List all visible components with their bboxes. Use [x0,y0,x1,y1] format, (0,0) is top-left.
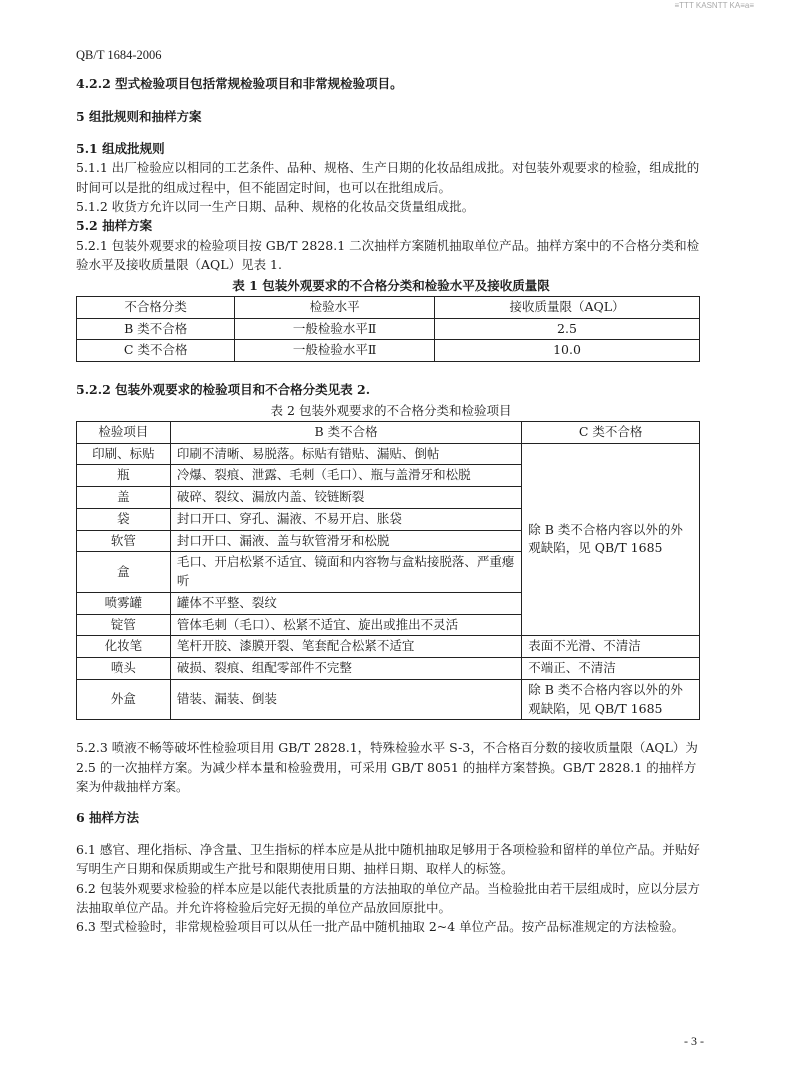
clause-5-2-2: 5.2.2 包装外观要求的检验项目和不合格分类见表 2. [76,382,371,397]
table-cell: 一般检验水平Ⅱ [235,318,435,340]
table-header-cell: 检验项目 [77,421,171,443]
header-mark: ≡TTT KASNTT KA≡a≡ [674,1,754,10]
standard-code: QB/T 1684-2006 [76,48,162,62]
table-cell: 印刷、标贴 [77,443,171,465]
clause-5-2-1: 5.2.1 包装外观要求的检验项目按 GB/T 2828.1 二次抽样方案随机抽取单位产品。抽样方案中的不合格分类和检验水平及接收质量限（AQL）见表 1. [76,237,700,272]
table-cell: C 类不合格 [77,340,235,362]
page-number: - 3 - [684,1034,704,1048]
table-2 [76,421,700,721]
table-cell: 破损、裂痕、组配零部件不完整 [170,658,521,680]
section-6-title: 6 抽样方法 [76,810,140,826]
document-body [76,74,706,937]
table-cell: 冷爆、裂痕、泄露、毛刺（毛口）、瓶与盖滑牙和松脱 [170,465,521,487]
table-row [77,443,700,465]
table-cell: 毛口、开启松紧不适宜、镜面和内容物与盒粘接脱落、严重瘪听 [170,552,521,593]
table-cell: 2.5 [435,318,700,340]
table-header-row [77,421,700,443]
table-cell-merged: 除 B 类不合格内容以外的外观缺陷，见 QB/T 1685 [522,443,700,636]
table-cell: 盒 [77,552,171,593]
table-cell: 盖 [77,487,171,509]
table-row [77,636,700,658]
table-row [77,679,700,720]
clause-5-1-1: 5.1.1 出厂检验应以相同的工艺条件、品种、规格、生产日期的化妆品组成批。对包装外观要求的检验，组成批的时间可以是批的组成过程中，但不能固定时间，也可以在批组成后。 [76,160,700,195]
table-2-caption: 表 2 包装外观要求的不合格分类和检验项目 [270,403,512,419]
table-cell: 笔杆开胶、漆膜开裂、笔套配合松紧不适宜 [170,636,521,658]
table-cell: 化妆笔 [77,636,171,658]
table-cell: 一般检验水平Ⅱ [235,340,435,362]
table-header-cell: 不合格分类 [77,296,235,318]
table-cell: 瓶 [77,465,171,487]
table-cell: 锭管 [77,614,171,636]
table-cell: 喷雾罐 [77,592,171,614]
table-cell: 管体毛刺（毛口）、松紧不适宜、旋出或推出不灵活 [170,614,521,636]
table-cell: 除 B 类不合格内容以外的外观缺陷，见 QB/T 1685 [522,679,700,720]
clause-4-2-2: 4.2.2 型式检验项目包括常规检验项目和非常规检验项目。 [76,76,403,91]
table-cell: 罐体不平整、裂纹 [170,592,521,614]
table-cell: 封口开口、漏液、盖与软管滑牙和松脱 [170,530,521,552]
table-header-cell: B 类不合格 [170,421,521,443]
table-cell: 表面不光滑、不清洁 [522,636,700,658]
table-cell: 错装、漏装、倒装 [170,679,521,720]
clause-6-2: 6.2 包装外观要求检验的样本应是以能代表批质量的方法抽取的单位产品。当检验批由若干层组成时，应以分层方法抽取单位产品。并允许将检验后完好无损的单位产品放回原批中。 [76,880,700,915]
table-cell: 破碎、裂纹、漏放内盖、铰链断裂 [170,487,521,509]
section-5-1-title: 5.1 组成批规则 [76,140,165,156]
table-cell: 外盒 [77,679,171,720]
clause-5-1-2: 5.1.2 收货方允许以同一生产日期、品种、规格的化妆品交货量组成批。 [76,198,475,214]
table-row [77,318,700,340]
table-header-cell: 检验水平 [235,296,435,318]
clause-6-1: 6.1 感官、理化指标、净含量、卫生指标的样本应是从批中随机抽取足够用于各项检验和留样的单位产品。并贴好写明生产日期和保质期或生产批号和限期使用日期、抽样日期、取样人的标签。 [76,841,700,877]
table-header-cell: C 类不合格 [522,421,700,443]
table-cell: 10.0 [435,340,700,362]
table-header-row [77,296,700,318]
clause-6-3: 6.3 型式检验时，非常规检验项目可以从任一批产品中随机抽取 2~4 单位产品。按产品标准规定的方法检验。 [76,919,685,935]
table-1 [76,296,700,362]
table-cell: B 类不合格 [77,318,235,340]
table-cell: 印刷不清晰、易脱落。标贴有错贴、漏贴、倒帖 [170,443,521,465]
table-cell: 袋 [77,508,171,530]
section-5-title: 5 组批规则和抽样方案 [76,109,202,125]
table-cell: 封口开口、穿孔、漏液、不易开启、胀袋 [170,508,521,530]
table-row [77,340,700,362]
clause-5-2-3: 5.2.3 喷液不畅等破坏性检验项目用 GB/T 2828.1，特殊检验水平 S-3，不合格百分数的接收质量限（AQL）为 2.5 的一次抽样方案。为减少样本量和检验费用，可采用 GB/T 8051 的抽样方案替换。GB/T 2828.1 的抽样方案为仲裁抽样方案。 [76,740,698,794]
table-cell: 软管 [77,530,171,552]
section-5-2-title: 5.2 抽样方案 [76,218,153,234]
table-1-caption: 表 1 包装外观要求的不合格分类和检验水平及接收质量限 [232,278,550,294]
table-row [77,658,700,680]
table-header-cell: 接收质量限（AQL） [435,296,700,318]
table-cell: 不端正、不清洁 [522,658,700,680]
table-cell: 喷头 [77,658,171,680]
